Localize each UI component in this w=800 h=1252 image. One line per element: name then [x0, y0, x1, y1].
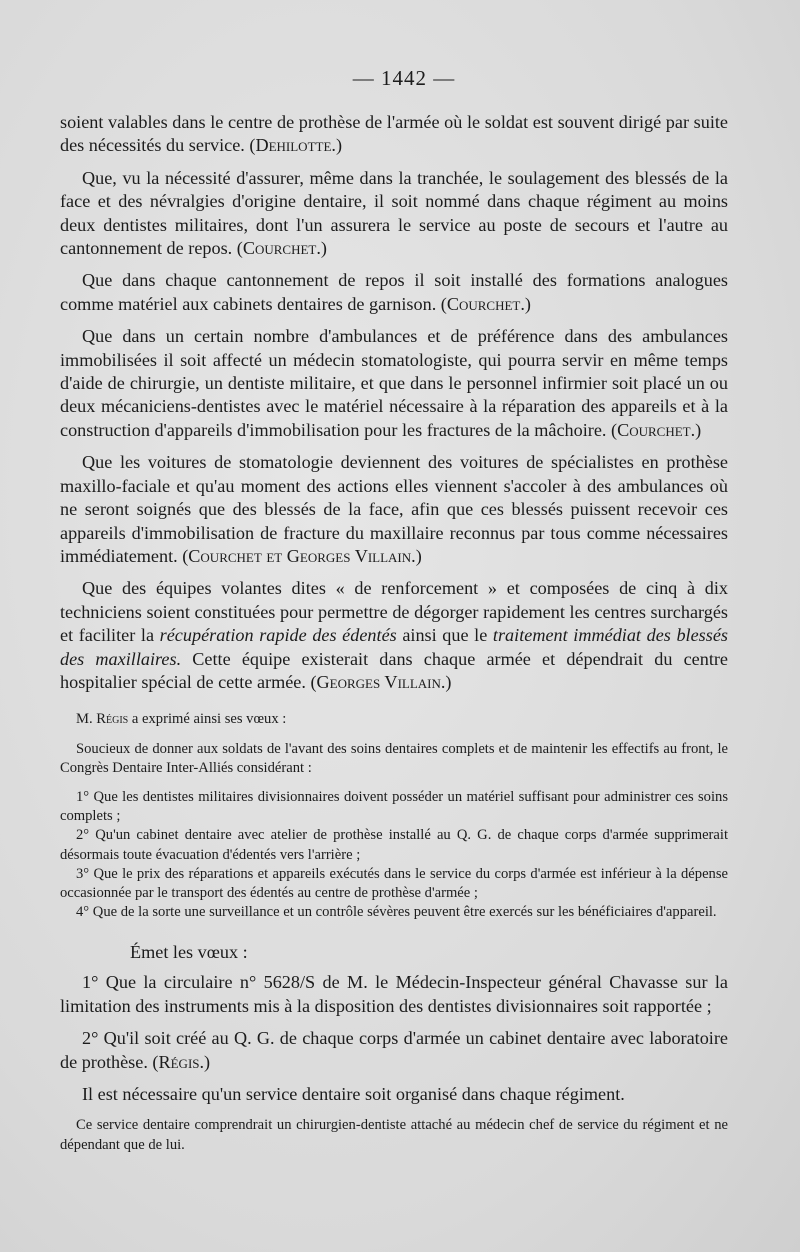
- voeu-text: 1° Que la circulaire n° 5628/S de M. le Médecin-Inspecteur général Chavasse sur la limitation des instruments mis à la disposition des dentistes divisionnaires soit rapportée ;: [60, 972, 728, 1016]
- paragraph-ambulances: [60, 325, 728, 442]
- voeu-1: [60, 971, 728, 1018]
- paragraph-dentistes-regiment: [60, 167, 728, 261]
- author-citation: (Courchet.): [611, 419, 702, 440]
- voeu-text: 2° Qu'il soit créé au Q. G. de chaque corps d'armée un cabinet dentaire avec laboratoire de prothèse.: [60, 1028, 728, 1072]
- regis-item-3: 3° Que le prix des réparations et appareils exécutés dans le service du corps d'armée est inférieur à la dépense occasionnée par le transport des édentés au centre de prothèse d'armée ;: [60, 865, 728, 901]
- author-citation: (Dehilotte.): [249, 135, 342, 156]
- author-citation: (Courchet et Georges Villain.): [182, 545, 422, 566]
- regis-considerant: Soucieux de donner aux soldats de l'avant des soins dentaires complets et de maintenir les effectifs au front, le Congrès Dentaire Inter-Alliés considérant :: [60, 740, 728, 776]
- paragraph-voitures-stomatologie: [60, 451, 728, 568]
- author-citation: (Régis.): [152, 1051, 211, 1072]
- paragraph-equipes-volantes: [60, 577, 728, 694]
- paragraph-text: Cette équipe existerait dans chaque armée et dépendrait du centre hospitalier spécial de cette armée.: [60, 648, 729, 692]
- author-citation: (Courchet.): [236, 238, 327, 259]
- voeu-2: [60, 1027, 728, 1074]
- paragraph-text: soient valables dans le centre de prothèse de l'armée où le soldat est souvent dirigé par suite des nécessités du service.: [60, 112, 728, 156]
- paragraph-text: Que dans un certain nombre d'ambulances et de préférence dans des ambulances immobilisées il soit affecté un médecin stomatologiste, qui pourra servir en même temps d'aide de chirurgie, un dentiste militaire, et que dans le personnel infirmier soit placé un ou deux mécaniciens-dentistes avec le matériel nécessaire à la réparation des appareils et à la construction d'appareils d'immobilisation pour les fractures de la mâchoire.: [60, 326, 728, 440]
- paragraph-text: Que, vu la nécessité d'assurer, même dans la tranchée, le soulagement des blessés de la face et des névralgies d'origine dentaire, il soit nommé dans chaque régiment au moins deux dentistes militaires, dont l'un assurera le service au poste de secours et l'autre au cantonnement de repos.: [60, 167, 728, 259]
- regis-item-4: 4° Que de la sorte une surveillance et un contrôle sévères peuvent être exercés sur les bénéficiaires d'appareil.: [76, 904, 717, 921]
- paragraph-prothese-armee: [60, 111, 728, 158]
- paragraph-text: Que les voitures de stomatologie deviennent des voitures de spécialistes en prothèse maxillo-faciale et qu'au moment des actions elles viennent s'accoler à des ambulances où ne seront soignés que des blessés de la face, afin que ces blessés puissent recevoir ces appareils d'immobilisation de fracture du maxillaire reconnus par tous comme nécessaires immédiatement.: [60, 452, 728, 566]
- intro-prefix: M.: [76, 711, 97, 728]
- voeux-heading: Émet les vœux :: [130, 942, 248, 963]
- author-citation: (Georges Villain.): [310, 671, 452, 692]
- intro-suffix: a exprimé ainsi ses vœux :: [128, 711, 287, 728]
- paragraph-cantonnement: [60, 269, 728, 316]
- author-name: Régis: [96, 711, 129, 728]
- page-number: — 1442 —: [352, 66, 456, 90]
- italic-text: traitement immédiat des blessés des maxillaires.: [60, 625, 728, 669]
- paragraph-text: Que des équipes volantes dites « de renforcement » et composées de cinq à dix techniciens soient constituées pour permettre de dégorger rapidement les centres surchargés et faciliter la: [60, 578, 728, 646]
- regis-item-1: 1° Que les dentistes militaires divisionnaires doivent posséder un matériel suffisant pour administrer ces soins complets ;: [60, 788, 728, 825]
- paragraph-service-dentaire: Il est nécessaire qu'un service dentaire soit organisé dans chaque régiment.: [82, 1084, 625, 1104]
- regis-item-2: 2° Qu'un cabinet dentaire avec atelier de prothèse installé au Q. G. de chaque corps d'armée supprimerait désormais toute évacuation d'édentés vers l'arrière ;: [60, 827, 728, 863]
- regis-intro: [60, 710, 728, 729]
- paragraph-text: ainsi que le: [396, 625, 493, 646]
- paragraph-text: Que dans chaque cantonnement de repos il soit installé des formations analogues comme matériel aux cabinets dentaires de garnison.: [60, 270, 728, 314]
- paragraph-note-service: Ce service dentaire comprendrait un chirurgien-dentiste attaché au médecin chef de service du régiment et ne dépendant que de lui.: [60, 1117, 728, 1153]
- author-citation: (Courchet.): [440, 293, 531, 314]
- italic-text: récupération rapide des édentés: [159, 625, 397, 646]
